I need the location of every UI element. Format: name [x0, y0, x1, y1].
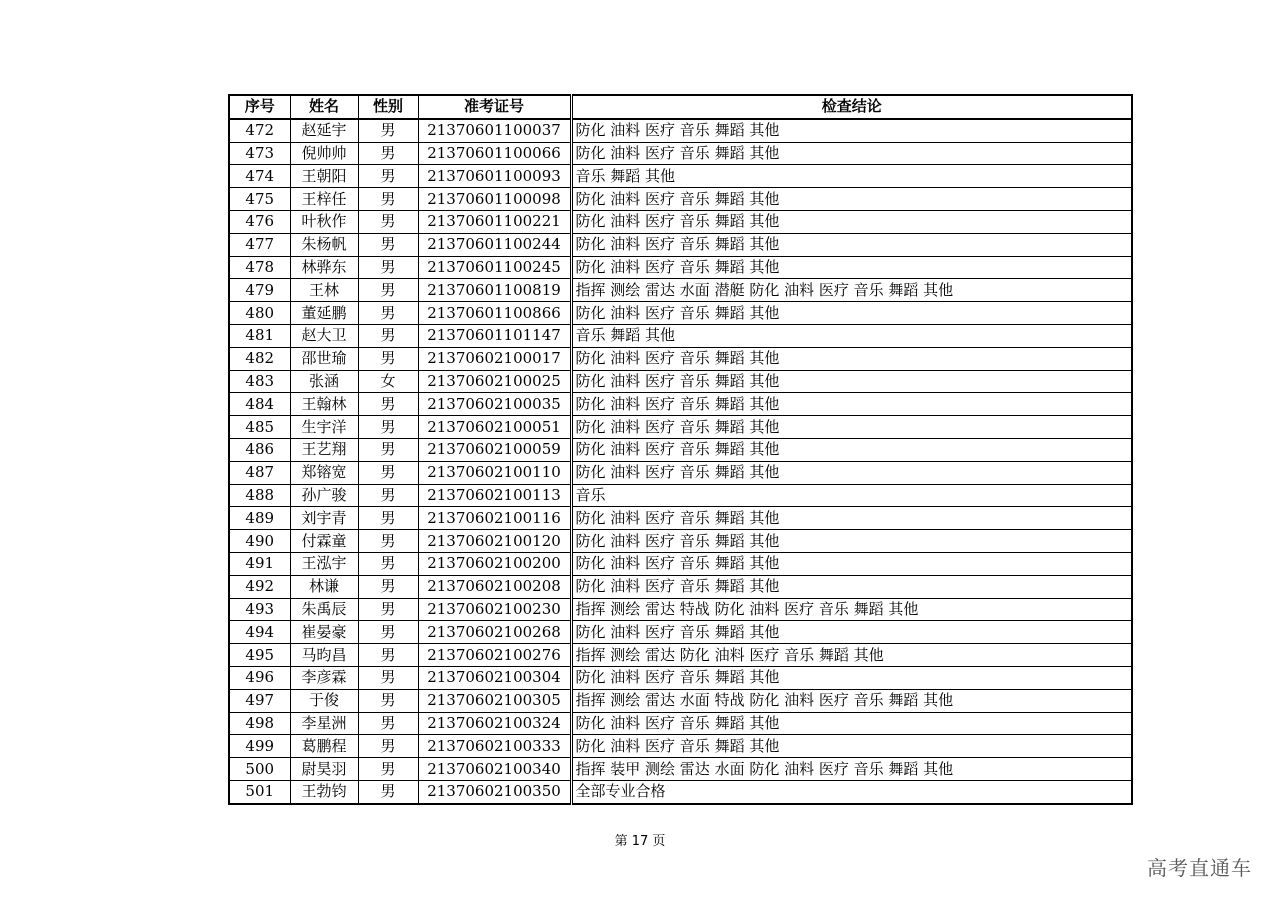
cell-exam-id: 21370602100276 — [418, 644, 571, 667]
table-row — [229, 279, 1132, 302]
cell-exam-id: 21370602100350 — [418, 780, 571, 803]
cell-seq: 493 — [229, 598, 290, 621]
cell-name: 王勃钧 — [290, 780, 358, 803]
cell-gender: 男 — [358, 347, 418, 370]
cell-gender: 男 — [358, 233, 418, 256]
cell-exam-id: 21370602100305 — [418, 689, 571, 712]
cell-gender: 男 — [358, 735, 418, 758]
cell-exam-id: 21370601100037 — [418, 119, 571, 142]
cell-exam-id: 21370602100120 — [418, 530, 571, 553]
header-name: 姓名 — [290, 95, 358, 119]
cell-gender: 男 — [358, 712, 418, 735]
cell-gender: 男 — [358, 188, 418, 211]
table-row — [229, 621, 1132, 644]
cell-name: 王翰林 — [290, 393, 358, 416]
cell-exam-id: 21370602100200 — [418, 552, 571, 575]
cell-name: 孙广骏 — [290, 484, 358, 507]
cell-gender: 男 — [358, 461, 418, 484]
table-row — [229, 142, 1132, 165]
cell-exam-id: 21370601100066 — [418, 142, 571, 165]
cell-seq: 477 — [229, 233, 290, 256]
cell-name: 王朝阳 — [290, 165, 358, 188]
cell-seq: 488 — [229, 484, 290, 507]
cell-seq: 484 — [229, 393, 290, 416]
cell-name: 朱禹辰 — [290, 598, 358, 621]
table-row — [229, 666, 1132, 689]
cell-gender: 男 — [358, 575, 418, 598]
table-row — [229, 165, 1132, 188]
cell-gender: 男 — [358, 621, 418, 644]
table-row — [229, 644, 1132, 667]
cell-result: 指挥 装甲 测绘 雷达 水面 防化 油料 医疗 音乐 舞蹈 其他 — [571, 758, 1132, 781]
cell-result: 防化 油料 医疗 音乐 舞蹈 其他 — [571, 666, 1132, 689]
cell-exam-id: 21370601100819 — [418, 279, 571, 302]
cell-gender: 男 — [358, 165, 418, 188]
table-row — [229, 210, 1132, 233]
cell-exam-id: 21370602100113 — [418, 484, 571, 507]
cell-seq: 472 — [229, 119, 290, 142]
header-row — [229, 95, 1132, 119]
cell-gender: 男 — [358, 416, 418, 439]
cell-name: 叶秋作 — [290, 210, 358, 233]
cell-name: 王艺翔 — [290, 438, 358, 461]
table-row — [229, 712, 1132, 735]
cell-seq: 480 — [229, 302, 290, 325]
cell-result: 防化 油料 医疗 音乐 舞蹈 其他 — [571, 552, 1132, 575]
cell-gender: 男 — [358, 324, 418, 347]
table-row — [229, 689, 1132, 712]
cell-name: 林谦 — [290, 575, 358, 598]
cell-result: 防化 油料 医疗 音乐 舞蹈 其他 — [571, 393, 1132, 416]
cell-name: 赵大卫 — [290, 324, 358, 347]
cell-seq: 478 — [229, 256, 290, 279]
cell-name: 李星洲 — [290, 712, 358, 735]
cell-result: 防化 油料 医疗 音乐 舞蹈 其他 — [571, 142, 1132, 165]
table-row — [229, 461, 1132, 484]
cell-gender: 男 — [358, 119, 418, 142]
cell-gender: 男 — [358, 438, 418, 461]
cell-seq: 482 — [229, 347, 290, 370]
cell-seq: 495 — [229, 644, 290, 667]
table-row — [229, 575, 1132, 598]
cell-name: 倪帅帅 — [290, 142, 358, 165]
table-row — [229, 484, 1132, 507]
cell-exam-id: 21370601100221 — [418, 210, 571, 233]
cell-result: 防化 油料 医疗 音乐 舞蹈 其他 — [571, 461, 1132, 484]
cell-exam-id: 21370601100244 — [418, 233, 571, 256]
cell-name: 赵延宇 — [290, 119, 358, 142]
cell-name: 郑镕宽 — [290, 461, 358, 484]
table-row — [229, 256, 1132, 279]
cell-seq: 491 — [229, 552, 290, 575]
cell-seq: 487 — [229, 461, 290, 484]
cell-seq: 481 — [229, 324, 290, 347]
cell-seq: 489 — [229, 507, 290, 530]
cell-gender: 男 — [358, 644, 418, 667]
table-row — [229, 347, 1132, 370]
cell-result: 防化 油料 医疗 音乐 舞蹈 其他 — [571, 302, 1132, 325]
cell-seq: 483 — [229, 370, 290, 393]
cell-exam-id: 21370602100340 — [418, 758, 571, 781]
cell-name: 王梓任 — [290, 188, 358, 211]
cell-exam-id: 21370602100051 — [418, 416, 571, 439]
table-row — [229, 530, 1132, 553]
cell-seq: 499 — [229, 735, 290, 758]
cell-seq: 476 — [229, 210, 290, 233]
cell-name: 李彦霖 — [290, 666, 358, 689]
cell-exam-id: 21370601100093 — [418, 165, 571, 188]
cell-exam-id: 21370602100035 — [418, 393, 571, 416]
cell-exam-id: 21370602100268 — [418, 621, 571, 644]
cell-exam-id: 21370602100017 — [418, 347, 571, 370]
cell-gender: 男 — [358, 142, 418, 165]
cell-name: 葛鹏程 — [290, 735, 358, 758]
cell-result: 全部专业合格 — [571, 780, 1132, 803]
table-row — [229, 393, 1132, 416]
cell-result: 指挥 测绘 雷达 水面 特战 防化 油料 医疗 音乐 舞蹈 其他 — [571, 689, 1132, 712]
cell-name: 崔晏豪 — [290, 621, 358, 644]
cell-gender: 男 — [358, 210, 418, 233]
cell-name: 于俊 — [290, 689, 358, 712]
cell-result: 音乐 舞蹈 其他 — [571, 165, 1132, 188]
cell-result: 防化 油料 医疗 音乐 舞蹈 其他 — [571, 735, 1132, 758]
cell-gender: 男 — [358, 780, 418, 803]
cell-seq: 474 — [229, 165, 290, 188]
cell-name: 王林 — [290, 279, 358, 302]
table-header — [229, 95, 1132, 119]
cell-result: 防化 油料 医疗 音乐 舞蹈 其他 — [571, 416, 1132, 439]
header-result: 检查结论 — [571, 95, 1132, 119]
cell-result: 防化 油料 医疗 音乐 舞蹈 其他 — [571, 530, 1132, 553]
cell-result: 防化 油料 医疗 音乐 舞蹈 其他 — [571, 712, 1132, 735]
table-row — [229, 598, 1132, 621]
cell-exam-id: 21370602100324 — [418, 712, 571, 735]
cell-seq: 473 — [229, 142, 290, 165]
cell-result: 指挥 测绘 雷达 水面 潜艇 防化 油料 医疗 音乐 舞蹈 其他 — [571, 279, 1132, 302]
cell-name: 朱杨帆 — [290, 233, 358, 256]
cell-result: 防化 油料 医疗 音乐 舞蹈 其他 — [571, 119, 1132, 142]
cell-result: 指挥 测绘 雷达 防化 油料 医疗 音乐 舞蹈 其他 — [571, 644, 1132, 667]
cell-exam-id: 21370602100025 — [418, 370, 571, 393]
table-row — [229, 735, 1132, 758]
page-number: 第 17 页 — [614, 834, 666, 849]
cell-result: 防化 油料 医疗 音乐 舞蹈 其他 — [571, 347, 1132, 370]
inspection-result-table — [228, 94, 1133, 805]
table-row — [229, 302, 1132, 325]
cell-exam-id: 21370602100116 — [418, 507, 571, 530]
table-row — [229, 188, 1132, 211]
cell-result: 防化 油料 医疗 音乐 舞蹈 其他 — [571, 370, 1132, 393]
cell-result: 防化 油料 医疗 音乐 舞蹈 其他 — [571, 233, 1132, 256]
cell-gender: 男 — [358, 689, 418, 712]
cell-exam-id: 21370602100304 — [418, 666, 571, 689]
cell-name: 付霖童 — [290, 530, 358, 553]
cell-seq: 492 — [229, 575, 290, 598]
cell-seq: 475 — [229, 188, 290, 211]
table-row — [229, 119, 1132, 142]
cell-result: 防化 油料 医疗 音乐 舞蹈 其他 — [571, 438, 1132, 461]
header-gender: 性别 — [358, 95, 418, 119]
cell-seq: 479 — [229, 279, 290, 302]
cell-result: 防化 油料 医疗 音乐 舞蹈 其他 — [571, 188, 1132, 211]
table-body — [229, 119, 1132, 804]
cell-seq: 500 — [229, 758, 290, 781]
cell-gender: 男 — [358, 666, 418, 689]
cell-result: 防化 油料 医疗 音乐 舞蹈 其他 — [571, 507, 1132, 530]
table-row — [229, 416, 1132, 439]
cell-exam-id: 21370602100208 — [418, 575, 571, 598]
header-seq: 序号 — [229, 95, 290, 119]
table-row — [229, 438, 1132, 461]
cell-seq: 485 — [229, 416, 290, 439]
cell-exam-id: 21370601101147 — [418, 324, 571, 347]
cell-result: 防化 油料 医疗 音乐 舞蹈 其他 — [571, 621, 1132, 644]
table-row — [229, 507, 1132, 530]
table-row — [229, 233, 1132, 256]
cell-seq: 486 — [229, 438, 290, 461]
cell-name: 马昀昌 — [290, 644, 358, 667]
table-row — [229, 758, 1132, 781]
cell-gender: 男 — [358, 507, 418, 530]
table-row — [229, 780, 1132, 803]
cell-gender: 男 — [358, 530, 418, 553]
cell-seq: 501 — [229, 780, 290, 803]
table-row — [229, 370, 1132, 393]
cell-name: 林骅东 — [290, 256, 358, 279]
cell-name: 邵世瑜 — [290, 347, 358, 370]
cell-name: 刘宇青 — [290, 507, 358, 530]
cell-gender: 男 — [358, 256, 418, 279]
header-exam-id: 准考证号 — [418, 95, 571, 119]
cell-name: 生宇洋 — [290, 416, 358, 439]
cell-gender: 女 — [358, 370, 418, 393]
cell-seq: 496 — [229, 666, 290, 689]
cell-gender: 男 — [358, 552, 418, 575]
cell-exam-id: 21370602100110 — [418, 461, 571, 484]
cell-gender: 男 — [358, 758, 418, 781]
table-row — [229, 324, 1132, 347]
cell-exam-id: 21370601100866 — [418, 302, 571, 325]
table-row — [229, 552, 1132, 575]
cell-seq: 497 — [229, 689, 290, 712]
cell-seq: 494 — [229, 621, 290, 644]
cell-gender: 男 — [358, 279, 418, 302]
cell-exam-id: 21370602100230 — [418, 598, 571, 621]
cell-exam-id: 21370601100245 — [418, 256, 571, 279]
cell-result: 防化 油料 医疗 音乐 舞蹈 其他 — [571, 210, 1132, 233]
cell-name: 张涵 — [290, 370, 358, 393]
cell-gender: 男 — [358, 484, 418, 507]
cell-exam-id: 21370602100333 — [418, 735, 571, 758]
cell-gender: 男 — [358, 302, 418, 325]
cell-exam-id: 21370602100059 — [418, 438, 571, 461]
cell-name: 董延鹏 — [290, 302, 358, 325]
cell-result: 防化 油料 医疗 音乐 舞蹈 其他 — [571, 575, 1132, 598]
cell-gender: 男 — [358, 598, 418, 621]
cell-result: 防化 油料 医疗 音乐 舞蹈 其他 — [571, 256, 1132, 279]
cell-result: 指挥 测绘 雷达 特战 防化 油料 医疗 音乐 舞蹈 其他 — [571, 598, 1132, 621]
cell-result: 音乐 舞蹈 其他 — [571, 324, 1132, 347]
cell-gender: 男 — [358, 393, 418, 416]
cell-seq: 490 — [229, 530, 290, 553]
watermark-text: 高考直通车 — [1147, 856, 1252, 880]
cell-name: 王泓宇 — [290, 552, 358, 575]
cell-exam-id: 21370601100098 — [418, 188, 571, 211]
cell-seq: 498 — [229, 712, 290, 735]
cell-result: 音乐 — [571, 484, 1132, 507]
cell-name: 尉昊羽 — [290, 758, 358, 781]
